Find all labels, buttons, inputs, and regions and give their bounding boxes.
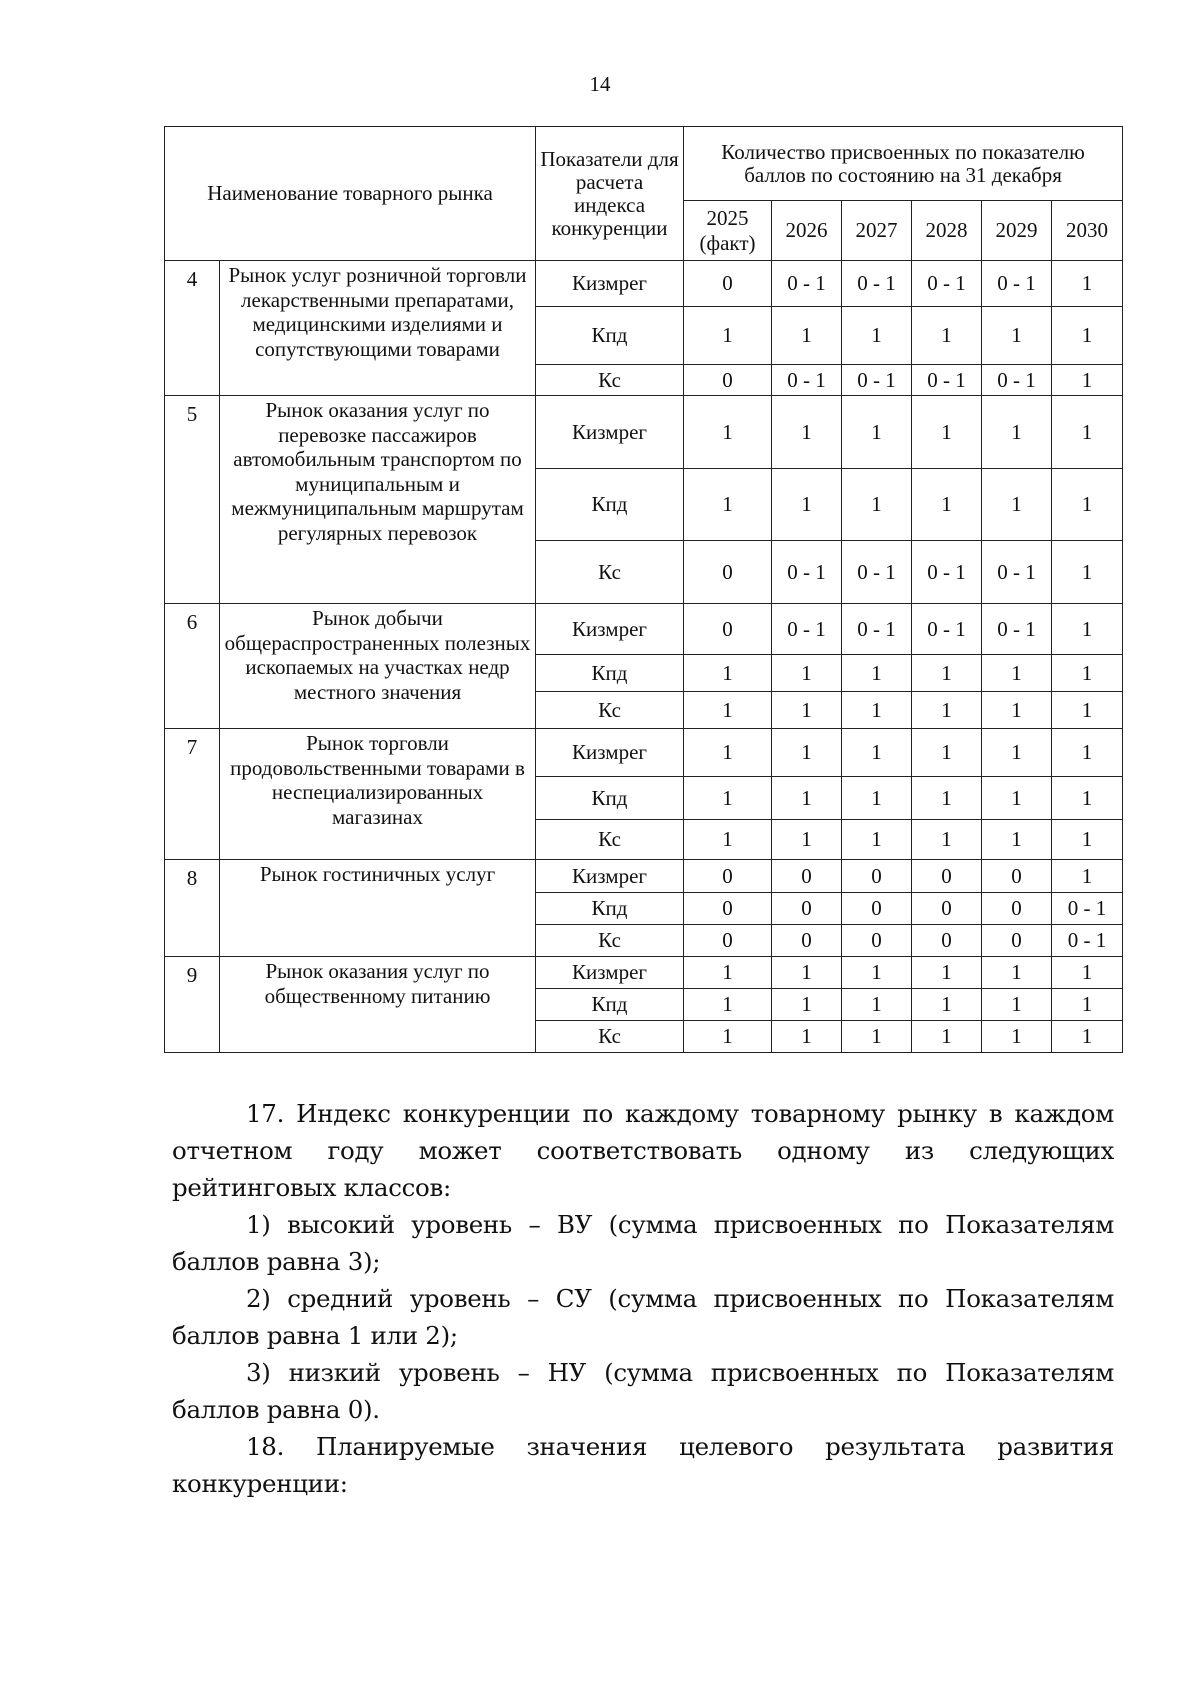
year-header: 2029: [982, 201, 1052, 261]
value-cell: 1: [842, 1021, 912, 1053]
indicator-cell: Кпд: [536, 777, 684, 820]
value-cell: 1: [772, 469, 842, 541]
market-name: Рынок услуг розничной торговли лекарственными препаратами, медицинскими изделиями и сопутствующими товарами: [220, 261, 536, 396]
indicator-cell: Кс: [536, 820, 684, 860]
value-cell: 0: [684, 261, 772, 307]
market-number: 8: [165, 860, 220, 957]
value-cell: 1: [684, 655, 772, 692]
market-number: 4: [165, 261, 220, 396]
value-cell: 1: [1052, 655, 1123, 692]
market-name: Рынок оказания услуг по перевозке пассажиров автомобильным транспортом по муниципальным и межмуниципальным маршрутам регулярных перевозок: [220, 396, 536, 604]
value-cell: 1: [912, 957, 982, 989]
value-cell: 0 - 1: [982, 365, 1052, 396]
indicator-cell: Кс: [536, 365, 684, 396]
indicator-cell: Кпд: [536, 307, 684, 365]
value-cell: 1: [684, 820, 772, 860]
body-text: [172, 1095, 1114, 1502]
value-cell: 1: [982, 469, 1052, 541]
value-cell: 1: [982, 396, 1052, 469]
value-cell: 1: [1052, 957, 1123, 989]
value-cell: 1: [982, 729, 1052, 777]
value-cell: 0 - 1: [982, 261, 1052, 307]
value-cell: 1: [1052, 365, 1123, 396]
paragraph-17: 17. Индекс конкуренции по каждому товарному рынку в каждом отчетном году может соответствовать одному из следующих рейтинговых классов:: [172, 1099, 1114, 1202]
year-header: 2027: [842, 201, 912, 261]
value-cell: 1: [982, 307, 1052, 365]
value-cell: 0 - 1: [1052, 925, 1123, 957]
value-cell: 1: [842, 820, 912, 860]
value-cell: 1: [772, 820, 842, 860]
value-cell: 1: [684, 469, 772, 541]
value-cell: 0 - 1: [772, 604, 842, 655]
value-cell: 1: [842, 655, 912, 692]
value-cell: 1: [842, 396, 912, 469]
market-number: 9: [165, 957, 220, 1053]
indicator-cell: Кизмрег: [536, 604, 684, 655]
indicator-cell: Кизмрег: [536, 261, 684, 307]
market-number: 6: [165, 604, 220, 729]
value-cell: 0: [772, 860, 842, 893]
value-cell: 0 - 1: [912, 541, 982, 604]
value-cell: 1: [772, 777, 842, 820]
indicator-cell: Кизмрег: [536, 860, 684, 893]
value-cell: 1: [912, 989, 982, 1021]
value-cell: 1: [1052, 604, 1123, 655]
value-cell: 0: [684, 860, 772, 893]
value-cell: 1: [772, 692, 842, 729]
value-cell: 1: [1052, 860, 1123, 893]
market-name: Рынок оказания услуг по общественному питанию: [220, 957, 536, 1053]
indicator-cell: Кс: [536, 1021, 684, 1053]
value-cell: 1: [1052, 1021, 1123, 1053]
value-cell: 1: [912, 469, 982, 541]
year-header: 2025 (факт): [684, 201, 772, 261]
value-cell: 0: [982, 860, 1052, 893]
year-header: 2030: [1052, 201, 1123, 261]
value-cell: 1: [772, 307, 842, 365]
value-cell: 1: [912, 729, 982, 777]
value-cell: 1: [912, 396, 982, 469]
value-cell: 1: [772, 957, 842, 989]
value-cell: 1: [772, 396, 842, 469]
header-points-group: Количество присвоенных по показателю баллов по состоянию на 31 декабря: [684, 127, 1123, 201]
value-cell: 1: [982, 1021, 1052, 1053]
value-cell: 1: [772, 1021, 842, 1053]
market-name: Рынок добычи общераспространенных полезных ископаемых на участках недр местного значения: [220, 604, 536, 729]
value-cell: 0: [684, 365, 772, 396]
value-cell: 1: [772, 655, 842, 692]
header-market-name: Наименование товарного рынка: [165, 127, 536, 261]
value-cell: 0 - 1: [772, 365, 842, 396]
value-cell: 1: [1052, 469, 1123, 541]
value-cell: 0 - 1: [982, 541, 1052, 604]
value-cell: 0 - 1: [912, 604, 982, 655]
value-cell: 0: [982, 925, 1052, 957]
year-header: 2026: [772, 201, 842, 261]
value-cell: 1: [982, 820, 1052, 860]
value-cell: 1: [684, 777, 772, 820]
value-cell: 1: [912, 655, 982, 692]
value-cell: 1: [1052, 261, 1123, 307]
list-item-medium: 2) средний уровень – СУ (сумма присвоенных по Показателям баллов равна 1 или 2);: [172, 1284, 1114, 1350]
value-cell: 1: [982, 692, 1052, 729]
market-name: Рынок торговли продовольственными товарами в неспециализированных магазинах: [220, 729, 536, 860]
value-cell: 1: [842, 957, 912, 989]
indicator-cell: Кизмрег: [536, 729, 684, 777]
value-cell: 0: [912, 860, 982, 893]
value-cell: 1: [1052, 729, 1123, 777]
value-cell: 1: [842, 469, 912, 541]
value-cell: 1: [842, 989, 912, 1021]
competition-index-table: [164, 126, 1123, 1053]
value-cell: 1: [982, 655, 1052, 692]
value-cell: 1: [982, 777, 1052, 820]
value-cell: 0 - 1: [982, 604, 1052, 655]
value-cell: 0: [982, 893, 1052, 925]
indicator-cell: Кпд: [536, 469, 684, 541]
value-cell: 0 - 1: [772, 541, 842, 604]
value-cell: 0 - 1: [912, 365, 982, 396]
value-cell: 1: [1052, 396, 1123, 469]
value-cell: 0 - 1: [912, 261, 982, 307]
value-cell: 0: [842, 925, 912, 957]
market-number: 5: [165, 396, 220, 604]
value-cell: 1: [842, 777, 912, 820]
indicator-cell: Кпд: [536, 655, 684, 692]
value-cell: 1: [1052, 692, 1123, 729]
market-name: Рынок гостиничных услуг: [220, 860, 536, 957]
value-cell: 0 - 1: [842, 604, 912, 655]
value-cell: 1: [684, 1021, 772, 1053]
value-cell: 1: [684, 989, 772, 1021]
value-cell: 1: [1052, 989, 1123, 1021]
value-cell: 0: [842, 893, 912, 925]
value-cell: 0: [684, 541, 772, 604]
value-cell: 0: [772, 925, 842, 957]
value-cell: 1: [912, 777, 982, 820]
market-number: 7: [165, 729, 220, 860]
value-cell: 0: [772, 893, 842, 925]
value-cell: 0 - 1: [1052, 893, 1123, 925]
indicator-cell: Кпд: [536, 893, 684, 925]
indicator-cell: Кпд: [536, 989, 684, 1021]
value-cell: 0: [684, 604, 772, 655]
year-header: 2028: [912, 201, 982, 261]
value-cell: 1: [772, 989, 842, 1021]
value-cell: 0: [842, 860, 912, 893]
value-cell: 1: [772, 729, 842, 777]
value-cell: 1: [1052, 541, 1123, 604]
value-cell: 1: [684, 957, 772, 989]
value-cell: 1: [912, 307, 982, 365]
value-cell: 1: [684, 729, 772, 777]
value-cell: 1: [684, 396, 772, 469]
value-cell: 0 - 1: [842, 541, 912, 604]
value-cell: 1: [912, 692, 982, 729]
value-cell: 1: [842, 307, 912, 365]
indicator-cell: Кизмрег: [536, 957, 684, 989]
value-cell: 1: [842, 692, 912, 729]
indicator-cell: Кс: [536, 925, 684, 957]
list-item-low: 3) низкий уровень – НУ (сумма присвоенных по Показателям баллов равна 0).: [172, 1358, 1114, 1424]
value-cell: 0: [684, 893, 772, 925]
list-item-high: 1) высокий уровень – ВУ (сумма присвоенных по Показателям баллов равна 3);: [172, 1210, 1114, 1276]
value-cell: 1: [982, 957, 1052, 989]
value-cell: 1: [684, 307, 772, 365]
value-cell: 0 - 1: [842, 261, 912, 307]
value-cell: 1: [912, 1021, 982, 1053]
paragraph-18: 18. Планируемые значения целевого результата развития конкуренции:: [172, 1432, 1114, 1498]
value-cell: 0 - 1: [772, 261, 842, 307]
value-cell: 0: [912, 925, 982, 957]
value-cell: 0: [912, 893, 982, 925]
value-cell: 1: [1052, 777, 1123, 820]
indicator-cell: Кс: [536, 692, 684, 729]
value-cell: 1: [842, 729, 912, 777]
value-cell: 1: [982, 989, 1052, 1021]
value-cell: 1: [684, 692, 772, 729]
value-cell: 0 - 1: [842, 365, 912, 396]
indicator-cell: Кс: [536, 541, 684, 604]
indicator-cell: Кизмрег: [536, 396, 684, 469]
page-number: 14: [589, 72, 611, 96]
value-cell: 1: [1052, 307, 1123, 365]
value-cell: 1: [1052, 820, 1123, 860]
header-indicators: Показатели для расчета индекса конкуренции: [536, 127, 684, 261]
value-cell: 0: [684, 925, 772, 957]
value-cell: 1: [912, 820, 982, 860]
